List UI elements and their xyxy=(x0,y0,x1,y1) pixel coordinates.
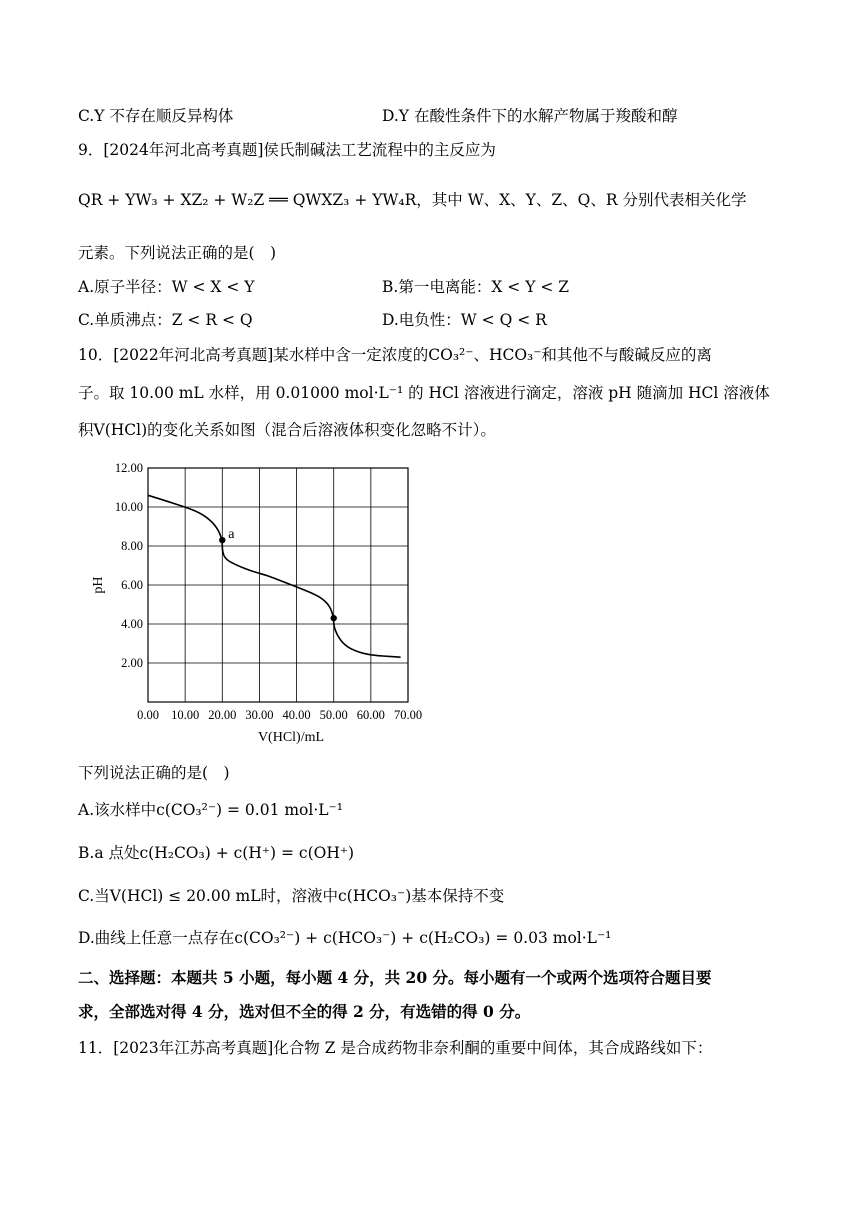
q10-stem-3: 积V(HCl)的变化关系如图（混合后溶液体积变化忽略不计）。 xyxy=(78,421,496,439)
x-tick-label: 10.00 xyxy=(171,708,200,722)
y-tick-label: 12.00 xyxy=(114,461,143,475)
x-tick-label: 50.00 xyxy=(319,708,348,722)
ph-curve xyxy=(148,495,401,657)
x-tick-label: 20.00 xyxy=(208,708,237,722)
q8-option-d: D.Y 在酸性条件下的水解产物属于羧酸和醇 xyxy=(382,107,678,125)
q9-option-d: D.电负性：W < Q < R xyxy=(382,311,547,329)
q9-option-a: A.原子半径：W < X < Y xyxy=(78,278,255,296)
y-tick-label: 2.00 xyxy=(121,656,143,670)
y-tick-label: 10.00 xyxy=(114,500,143,514)
y-tick-label: 8.00 xyxy=(121,539,143,553)
q10-option-c: C.当V(HCl) ≤ 20.00 mL时，溶液中c(HCO₃⁻)基本保持不变 xyxy=(78,887,505,905)
x-tick-label: 30.00 xyxy=(245,708,274,722)
q10-option-b: B.a 点处c(H₂CO₃) + c(H⁺) = c(OH⁺) xyxy=(78,844,355,862)
q10-option-d: D.曲线上任意一点存在c(CO₃²⁻) + c(HCO₃⁻) + c(H₂CO₃) = 0.03 mol·L⁻¹ xyxy=(78,929,612,947)
q8-option-c: C.Y 不存在顺反异构体 xyxy=(78,107,234,125)
q9-option-b: B.第一电离能：X < Y < Z xyxy=(382,278,570,296)
q9-equation: QR + YW₃ + XZ₂ + W₂Z ══ QWXZ₃ + YW₄R xyxy=(78,191,417,209)
y-axis-label: pH xyxy=(91,576,106,594)
q9-stem-2: 元素。下列说法正确的是( ) xyxy=(78,244,277,262)
q10-stem-1: 10．[2022年河北高考真题]某水样中含一定浓度的CO₃²⁻、HCO₃⁻和其他不与酸碱反应的离 xyxy=(78,346,712,364)
data-point xyxy=(219,537,225,543)
q9-equation-line xyxy=(78,190,746,210)
chart-grid xyxy=(148,468,408,702)
q9-equation-tail: ，其中 W、X、Y、Z、Q、R 分别代表相关化学 xyxy=(416,191,747,209)
y-tick-label: 4.00 xyxy=(121,617,143,631)
q9-stem: 9．[2024年河北高考真题]侯氏制碱法工艺流程中的主反应为 xyxy=(78,141,496,159)
q9-option-c: C.单质沸点：Z < R < Q xyxy=(78,311,253,329)
q10-question: 下列说法正确的是( ) xyxy=(78,764,230,782)
x-tick-label: 0.00 xyxy=(137,708,159,722)
x-tick-label: 70.00 xyxy=(393,708,423,722)
section-2-line-2: 求，全部选对得 4 分，选对但不全的得 2 分，有选错的得 0 分。 xyxy=(78,1002,531,1021)
chart-points xyxy=(219,527,337,621)
q10-stem-2: 子。取 10.00 mL 水样，用 0.01000 mol·L⁻¹ 的 HCl 溶液进行滴定，溶液 pH 随滴加 HCl 溶液体 xyxy=(78,384,770,402)
section-2-line-1: 二、选择题：本题共 5 小题，每小题 4 分，共 20 分。每小题有一个或两个选项符合题目要 xyxy=(78,968,712,987)
q10-option-a: A.该水样中c(CO₃²⁻) = 0.01 mol·L⁻¹ xyxy=(78,801,343,819)
point-label: a xyxy=(228,527,235,543)
chart-series xyxy=(148,495,401,657)
x-axis-label: V(HCl)/mL xyxy=(257,730,325,745)
ph-titration-chart xyxy=(78,456,438,746)
y-tick-label: 6.00 xyxy=(121,578,143,592)
data-point xyxy=(331,615,337,621)
q11-stem: 11．[2023年江苏高考真题]化合物 Z 是合成药物非奈利酮的重要中间体，其合成路线如下： xyxy=(78,1039,713,1057)
x-tick-label: 40.00 xyxy=(282,708,311,722)
x-tick-label: 60.00 xyxy=(356,708,385,722)
